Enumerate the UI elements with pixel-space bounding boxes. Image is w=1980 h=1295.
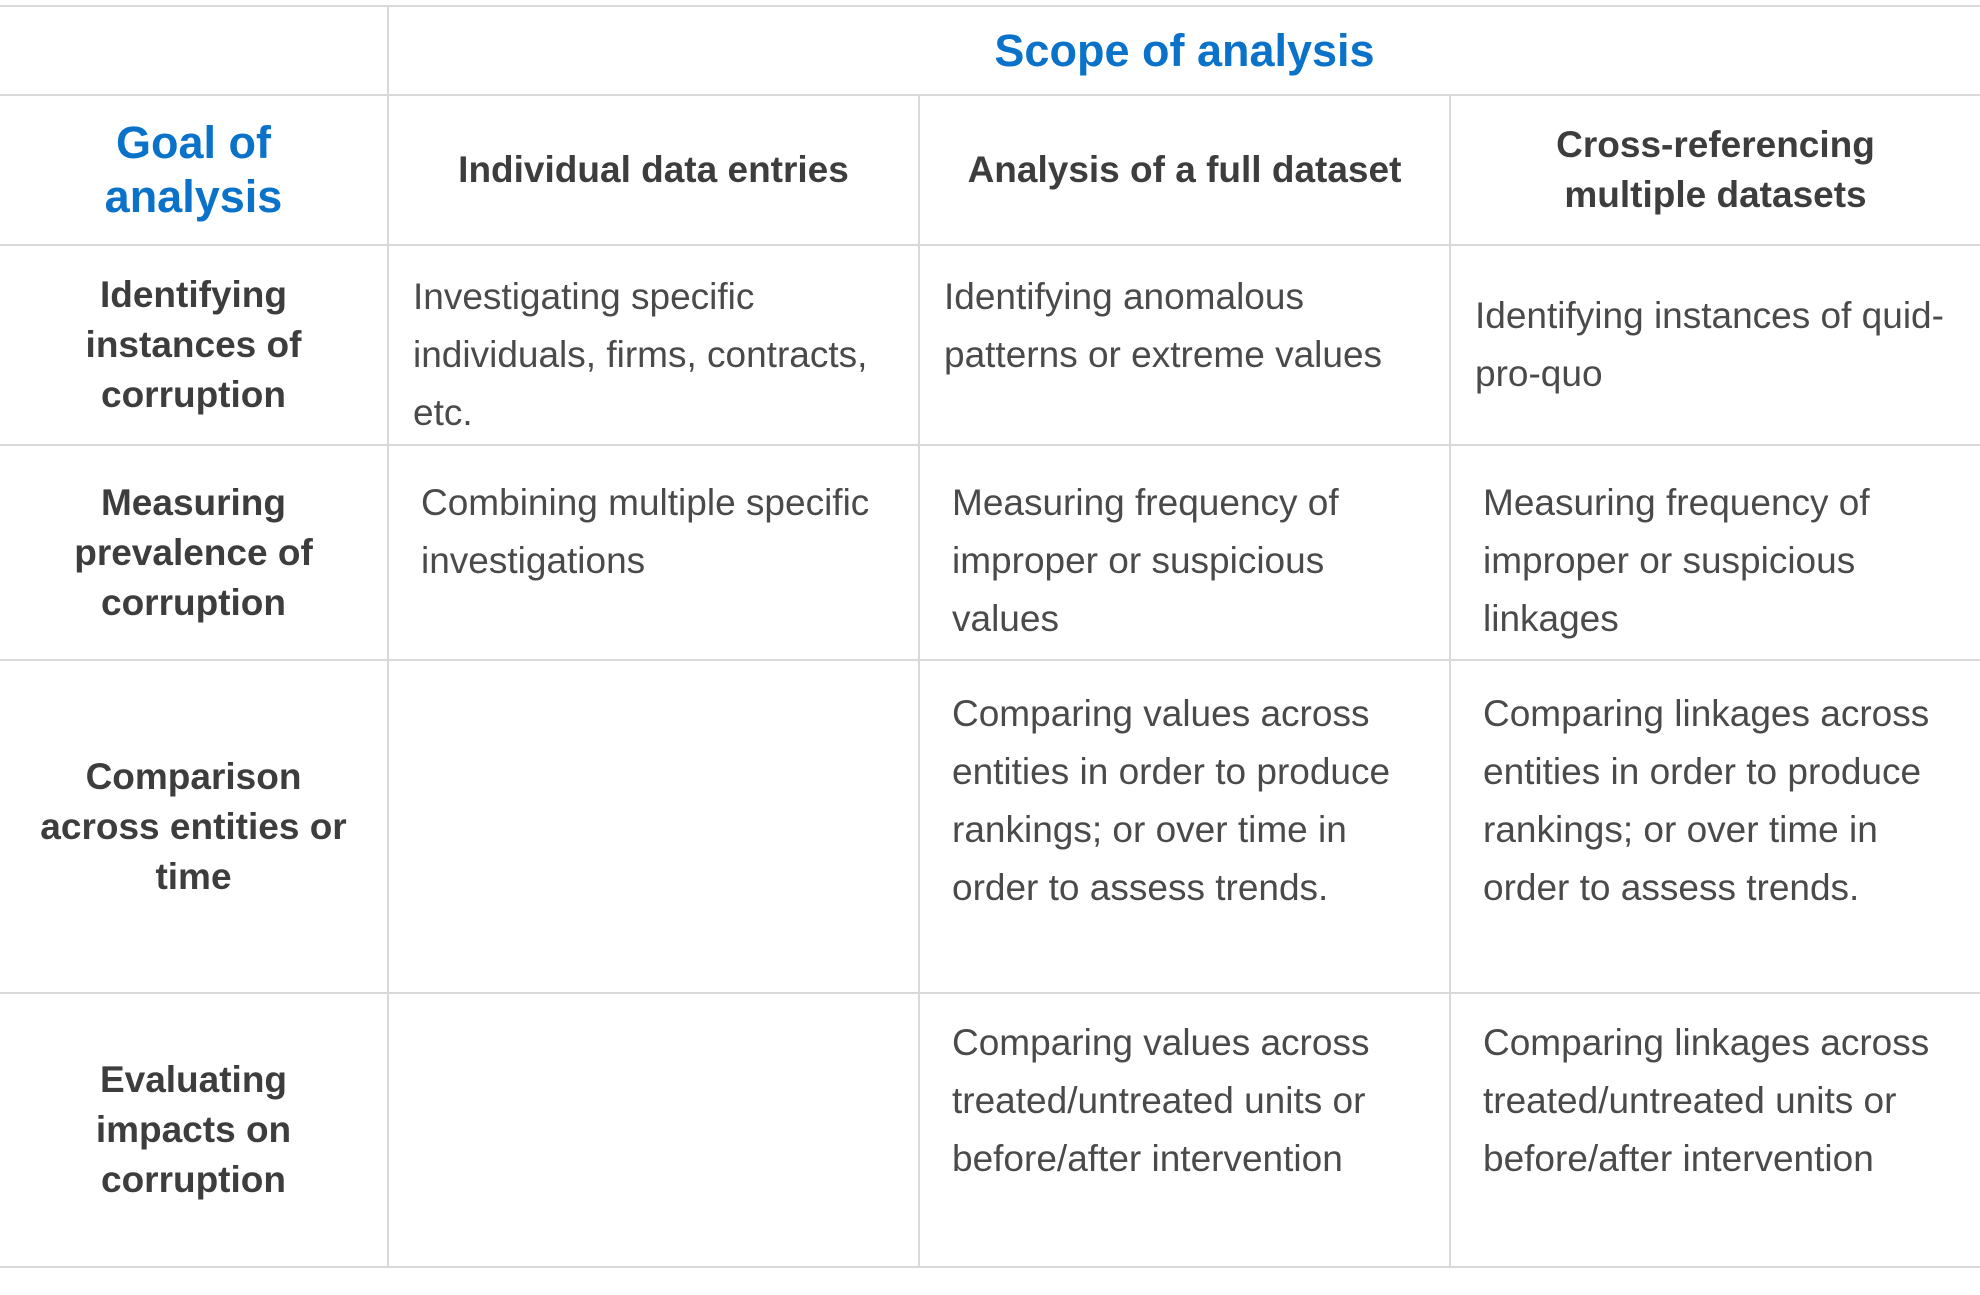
table-cell: Comparing linkages across treated/untreated units or before/after intervention: [1450, 993, 1980, 1267]
goal-of-analysis-header: [0, 95, 388, 245]
table-cell: Comparing values across entities in order to produce rankings; or over time in order to assess trends.: [919, 660, 1450, 993]
row-header-evaluating: Evaluating impacts on corruption: [0, 993, 388, 1267]
analysis-matrix: [0, 5, 1980, 1268]
table-cell: Measuring frequency of improper or suspicious linkages: [1450, 445, 1980, 660]
table-cell: Comparing linkages across entities in order to produce rankings; or over time in order to assess trends.: [1450, 660, 1980, 993]
table-cell-empty: [388, 993, 919, 1267]
row-header-identifying: Identifying instances of corruption: [0, 245, 388, 445]
column-header-row: [0, 95, 1980, 245]
row-header-comparison: Comparison across entities or time: [0, 660, 388, 993]
table-cell: Comparing values across treated/untreated units or before/after intervention: [919, 993, 1450, 1267]
column-header-cross-referencing: Cross-referencing multiple datasets: [1450, 95, 1980, 245]
scope-header-row: [0, 6, 1980, 95]
table-row: [0, 993, 1980, 1267]
table-cell: Identifying instances of quid-pro-quo: [1450, 245, 1980, 445]
column-header-full-dataset: Analysis of a full dataset: [919, 95, 1450, 245]
table-cell: Measuring frequency of improper or suspicious values: [919, 445, 1450, 660]
corner-cell: [0, 6, 388, 95]
table-row: [0, 445, 1980, 660]
row-header-measuring: Measuring prevalence of corruption: [0, 445, 388, 660]
column-header-individual: Individual data entries: [388, 95, 919, 245]
table-row: [0, 660, 1980, 993]
table-cell: Identifying anomalous patterns or extreme values: [919, 245, 1450, 445]
goal-of-analysis-label: Goal of analysis: [104, 117, 283, 222]
table-cell-empty: [388, 660, 919, 993]
scope-goal-table: [0, 5, 1980, 1268]
table-cell: Combining multiple specific investigations: [388, 445, 919, 660]
table-row: [0, 245, 1980, 445]
table-cell: Investigating specific individuals, firms, contracts, etc.: [388, 245, 919, 445]
scope-of-analysis-header: Scope of analysis: [388, 6, 1980, 95]
